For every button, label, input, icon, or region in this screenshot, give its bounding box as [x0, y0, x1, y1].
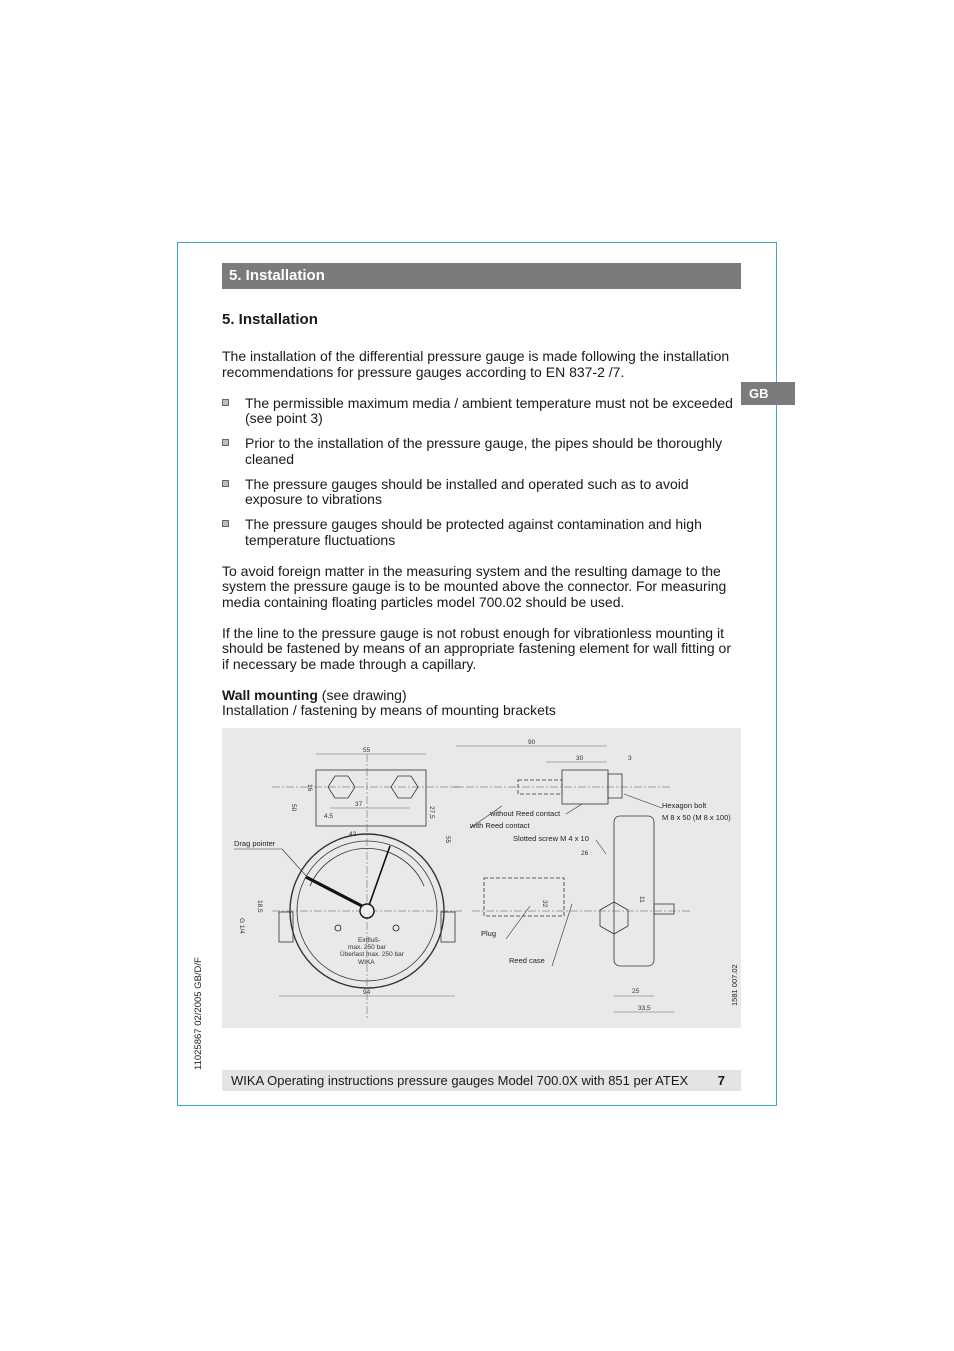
dim-25: 25 — [632, 988, 640, 995]
dim-42: 42 — [349, 831, 357, 838]
label-reed-case: Reed case — [509, 956, 545, 965]
dial-text-2: max. 250 bar — [348, 944, 386, 951]
dim-4-5: 4.5 — [324, 813, 334, 820]
leader-reed-case — [552, 904, 572, 966]
dial-text-3: Überlast max. 250 bar — [340, 951, 404, 958]
label-drawing-number: 1581 007.02 — [730, 964, 739, 1006]
list-item — [222, 436, 741, 467]
dim-27-5: 27,5 — [428, 806, 435, 819]
label-with-reed: with Reed contact — [470, 821, 530, 830]
list-item-text: The pressure gauges should be installed and operated such as to avoid exposure to vibrations — [245, 475, 689, 507]
bullet-square-icon — [222, 520, 229, 527]
dial-screw-left — [335, 925, 341, 931]
list-item-text: The pressure gauges should be protected against contamination and high temperature fluctuations — [245, 516, 702, 548]
list-item — [222, 396, 741, 427]
side-gauge-body — [614, 816, 654, 966]
wall-mounting-rest: (see drawing) — [317, 686, 407, 703]
list-item-text: The permissible maximum media / ambient temperature must not be exceeded (see point 3) — [245, 394, 733, 426]
dim-90: 90 — [528, 739, 536, 746]
footer-text: WIKA Operating instructions pressure gauges Model 700.0X with 851 per ATEX — [231, 1073, 689, 1088]
language-tab: GB — [741, 382, 795, 405]
intro-paragraph: The installation of the differential pressure gauge is made following the installation recommendations for pressure gauges according to EN 837-2 /7. — [222, 348, 730, 380]
dim-50: 50 — [290, 804, 297, 812]
foreign-matter-paragraph: To avoid foreign matter in the measuring system and the resulting damage to the system the pressure gauge is to be mounted above the connector. For measuring media containing floating particles model 700.02 should be used. — [222, 562, 727, 610]
left-connector — [279, 912, 293, 942]
list-item-text: Prior to the installation of the pressure gauge, the pipes should be thoroughly cleaned — [245, 435, 723, 467]
document-code: 11025867 02/2005 GB/D/F — [193, 957, 204, 1070]
leader-hexagon-bolt — [624, 794, 662, 808]
dim-30: 30 — [576, 755, 584, 762]
bullet-square-icon — [222, 399, 229, 406]
leader-without-reed — [566, 804, 582, 814]
hex-bolt-side — [608, 774, 622, 798]
list-item — [222, 517, 741, 548]
dim-3: 3 — [628, 755, 632, 762]
technical-drawing-svg — [222, 728, 741, 1028]
dim-11: 11 — [638, 896, 645, 903]
bullet-square-icon — [222, 439, 229, 446]
pointer-hub — [360, 904, 374, 918]
bullet-square-icon — [222, 480, 229, 487]
dim-32: 32 — [541, 900, 548, 908]
wall-mounting-line2: Installation / fastening by means of mounting brackets — [222, 702, 556, 718]
main-pointer — [367, 846, 390, 911]
wall-mounting-paragraph — [222, 688, 741, 719]
dim-55: 55 — [363, 747, 371, 754]
dim-18-5: 18,5 — [256, 900, 263, 913]
dim-16: 16 — [306, 784, 313, 792]
side-valve — [654, 904, 674, 914]
label-drag-pointer: Drag pointer — [234, 839, 276, 848]
requirements-list — [222, 396, 741, 549]
dim-26: 26 — [581, 850, 589, 857]
label-without-reed: without Reed contact — [490, 809, 561, 818]
label-hexagon-spec: M 8 x 50 (M 8 x 100) — [662, 813, 731, 822]
label-plug: Plug — [481, 929, 497, 938]
wall-mounting-bold: Wall mounting — [222, 686, 318, 703]
label-hexagon-bolt: Hexagon bolt — [662, 801, 707, 810]
dial-text-1: Einfluß- — [358, 937, 381, 944]
page-footer — [222, 1070, 741, 1091]
dim-94: 94 — [363, 989, 371, 996]
page-number: 7 — [717, 1073, 725, 1088]
leader-slotted-screw — [596, 840, 606, 854]
list-item — [222, 477, 741, 508]
dim-g14: G 1/4 — [238, 918, 245, 934]
leader-drag-pointer-2 — [282, 849, 308, 878]
dial-screw-right — [393, 925, 399, 931]
drag-pointer — [306, 877, 362, 906]
section-header: 5. Installation — [222, 263, 741, 289]
dim-37: 37 — [355, 801, 363, 808]
label-slotted-screw: Slotted screw M 4 x 10 — [513, 834, 589, 843]
dim-55b: 55 — [444, 836, 451, 844]
dim-33-5: 33,5 — [638, 1005, 651, 1012]
reed-case-outline — [484, 878, 564, 916]
wall-mounting-drawing — [222, 728, 741, 1028]
main-content — [222, 311, 741, 719]
dial-brand: WIKA — [358, 959, 375, 966]
page-title: 5. Installation — [222, 311, 318, 328]
line-mounting-paragraph: If the line to the pressure gauge is not robust enough for vibrationless mounting it should be fastened by means of an appropriate fastening element for wall fitting or if necessary be made through a capillary. — [222, 624, 731, 672]
right-connector — [441, 912, 455, 942]
